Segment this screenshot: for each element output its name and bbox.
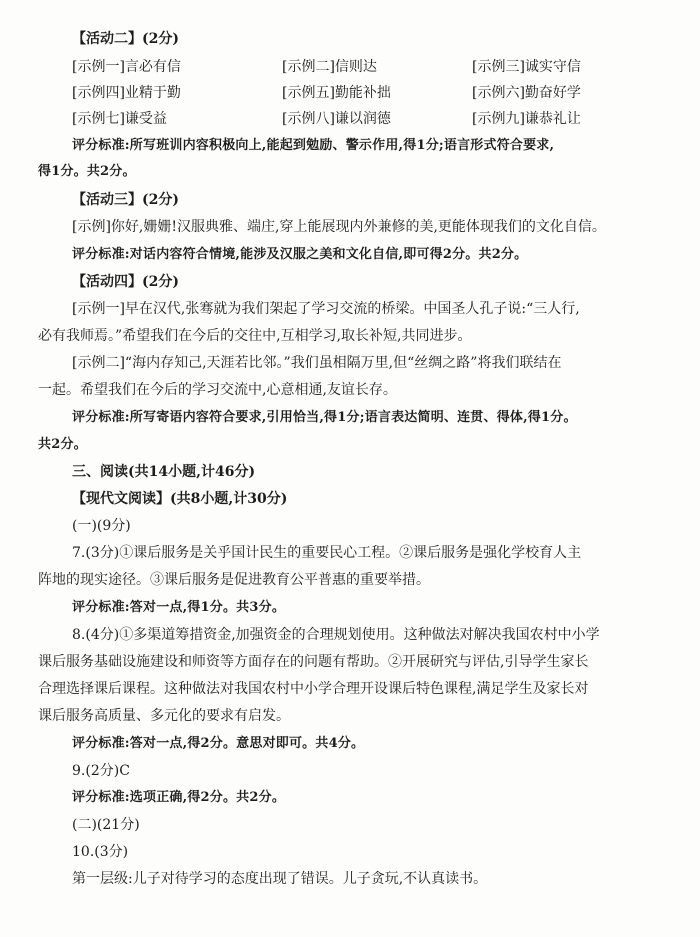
activity4-scoring-cont: 共2分。 bbox=[38, 437, 87, 452]
q8-answer-cont: 课后服务高质量、多元化的要求有启发。 bbox=[38, 708, 290, 724]
example-item: [示例六]勤奋好学 bbox=[472, 85, 581, 101]
q7-answer-cont: 阵地的现实途径。③课后服务是促进教育公平普惠的重要举措。 bbox=[38, 572, 430, 588]
activity4-example1: [示例一]早在汉代,张骞就为我们架起了学习交流的桥梁。中国圣人孔子说:“三人行, bbox=[72, 301, 580, 317]
section3-header: 三、阅读(共14小题,计46分) bbox=[72, 464, 256, 480]
q8-scoring: 评分标准:答对一点,得2分。意思对即可。共4分。 bbox=[72, 736, 365, 751]
q8-answer-cont: 课后服务基础设施建设和师资等方面存在的问题有帮助。②开展研究与评估,引导学生家长 bbox=[38, 654, 589, 670]
activity4-example1-cont: 必有我师焉。”希望我们在今后的交往中,互相学习,取长补短,共同进步。 bbox=[38, 328, 472, 344]
q9-scoring: 评分标准:选项正确,得2分。共2分。 bbox=[72, 790, 286, 805]
example-item: [示例四]业精于勤 bbox=[72, 85, 181, 101]
example-item: [示例八]谦以润德 bbox=[282, 111, 391, 127]
example-item: [示例九]谦恭礼让 bbox=[472, 111, 581, 127]
q10-header: 10.(3分) bbox=[72, 844, 129, 860]
example-item: [示例三]诚实守信 bbox=[472, 59, 581, 75]
q7-answer: 7.(3分)①课后服务是关乎国计民生的重要民心工程。②课后服务是强化学校育人主 bbox=[72, 545, 582, 561]
example-item: [示例五]勤能补拙 bbox=[282, 85, 391, 101]
activity3-example: [示例]你好,姗姗!汉服典雅、端庄,穿上能展现内外兼修的美,更能体现我们的文化自信。 bbox=[72, 219, 606, 235]
example-item: [示例七]谦受益 bbox=[72, 111, 167, 127]
example-item: [示例二]信则达 bbox=[282, 59, 377, 75]
activity4-header: 【活动四】(2分) bbox=[72, 274, 179, 290]
activity3-header: 【活动三】(2分) bbox=[72, 192, 179, 208]
activity3-scoring: 评分标准:对话内容符合情境,能涉及汉服之美和文化自信,即可得2分。共2分。 bbox=[72, 247, 528, 262]
activity4-example2-cont: 一起。希望我们在今后的学习交流中,心意相通,友谊长存。 bbox=[38, 382, 397, 398]
activity4-example2: [示例二]“海内存知己,天涯若比邻。”我们虽相隔万里,但“丝绸之路”将我们联结在 bbox=[72, 355, 562, 371]
part2-header: (二)(21分) bbox=[72, 817, 140, 833]
activity2-scoring-cont: 得1分。共2分。 bbox=[38, 164, 136, 179]
q8-answer: 8.(4分)①多渠道筹措资金,加强资金的合理规划使用。这种做法对解决我国农村中小学 bbox=[72, 627, 600, 643]
activity2-header: 【活动二】(2分) bbox=[72, 31, 179, 47]
modern-reading-header: 【现代文阅读】(共8小题,计30分) bbox=[72, 491, 288, 507]
part1-header: (一)(9分) bbox=[72, 518, 131, 534]
activity4-scoring: 评分标准:所写寄语内容符合要求,引用恰当,得1分;语言表达简明、连贯、得体,得1分。 bbox=[72, 410, 577, 425]
q9-answer: 9.(2分)C bbox=[72, 763, 130, 779]
example-item: [示例一]言必有信 bbox=[72, 59, 181, 75]
activity2-scoring: 评分标准:所写班训内容积极向上,能起到勉励、警示作用,得1分;语言形式符合要求, bbox=[72, 138, 555, 153]
q7-scoring: 评分标准:答对一点,得1分。共3分。 bbox=[72, 600, 286, 615]
q8-answer-cont: 合理选择课后课程。这种做法对我国农村中小学合理开设课后特色课程,满足学生及家长对 bbox=[38, 681, 589, 697]
q10-answer: 第一层级:儿子对待学习的态度出现了错误。儿子贪玩,不认真读书。 bbox=[72, 871, 488, 887]
